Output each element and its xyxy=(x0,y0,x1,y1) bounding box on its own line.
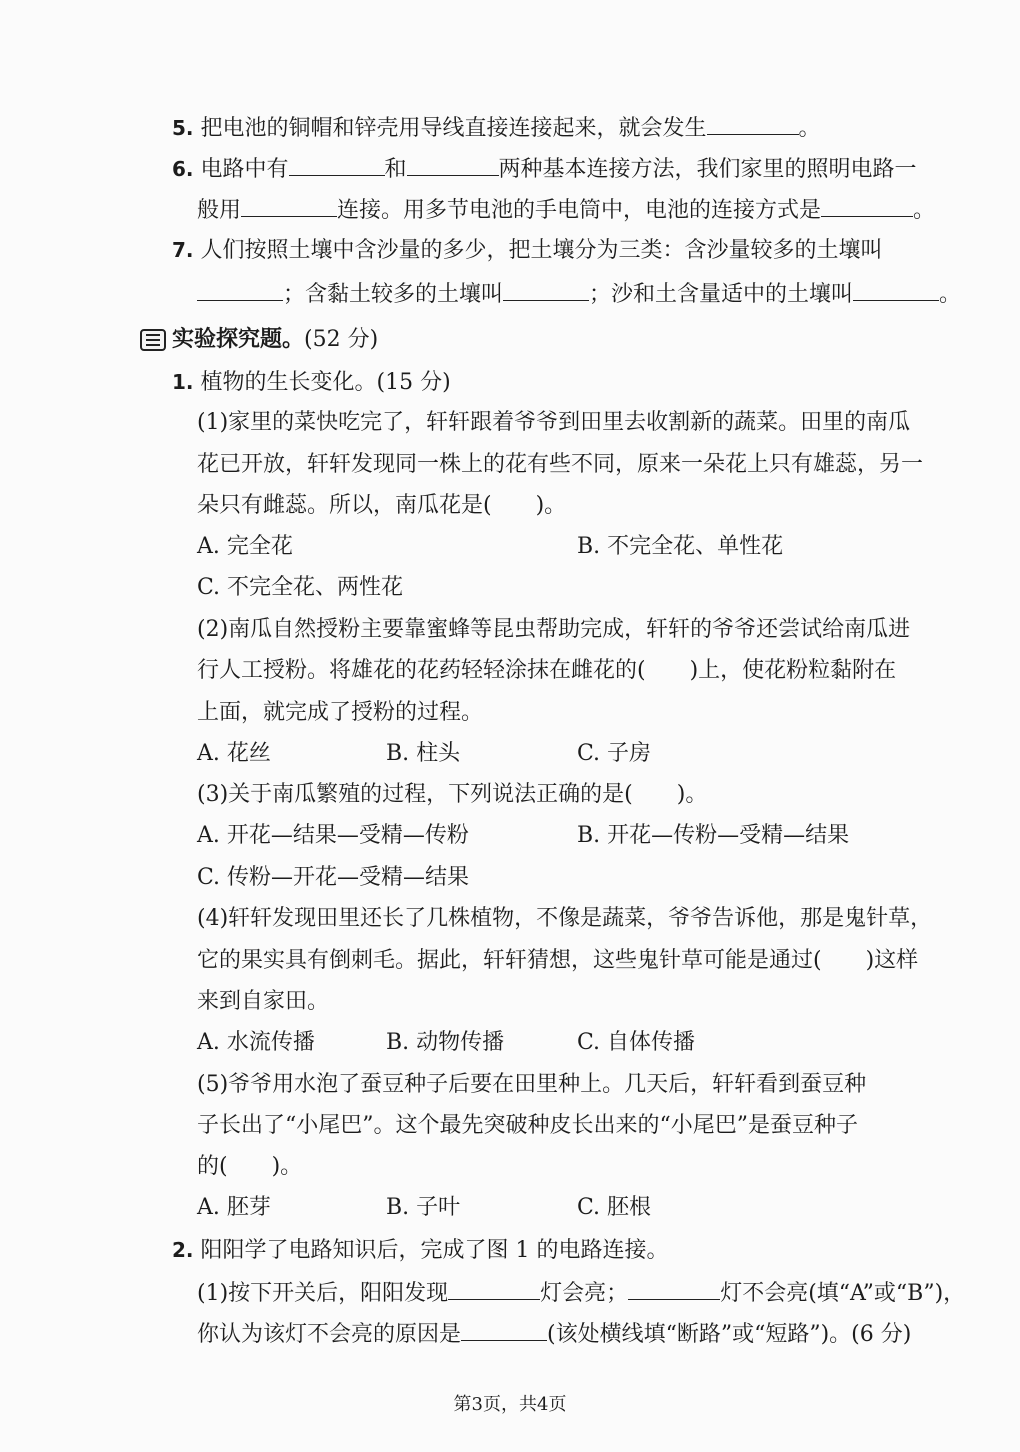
question-text: 电路中有 xyxy=(200,157,289,182)
section-three-icon xyxy=(140,329,166,351)
answer-blank[interactable] xyxy=(197,278,283,301)
problem-1-title xyxy=(172,367,451,398)
p1-s4-line1: (4)轩轩发现田里还长了几株植物，不像是蔬菜，爷爷告诉他，那是鬼针草， xyxy=(197,906,933,931)
question-number: 5. xyxy=(172,116,194,140)
punct: 。 xyxy=(798,116,821,141)
p1-s2-line3: 上面，就完成了授粉的过程。 xyxy=(197,700,484,725)
question-text: ；含黏土较多的土壤叫 xyxy=(283,282,504,307)
p1-s2-line2: 行人工授粉。将雄花的花药轻轻涂抹在雌花的( )上，使花粉粒黏附在 xyxy=(197,658,897,683)
p1-s4-line3: 来到自家田。 xyxy=(197,989,330,1014)
option-b[interactable]: B. 动物传播 xyxy=(386,1030,505,1055)
option-c[interactable]: C. 传粉—开花—受精—结果 xyxy=(197,865,470,890)
question-text: ；沙和土含量适中的土壤叫 xyxy=(589,282,854,307)
question-text: 灯会亮； xyxy=(540,1281,629,1306)
answer-blank[interactable] xyxy=(821,194,913,217)
question-number: 6. xyxy=(172,157,194,181)
punct: 。 xyxy=(913,198,936,223)
punct: 。 xyxy=(939,282,962,307)
question-text: (1)按下开关后，阳阳发现 xyxy=(197,1281,449,1306)
question-text: 植物的生长变化。(15 分) xyxy=(200,370,451,395)
answer-blank[interactable] xyxy=(241,194,337,217)
page-footer: 第3页，共4页 xyxy=(453,1394,567,1415)
question-5 xyxy=(172,112,821,144)
question-text: 阳阳学了电路知识后，完成了图 1 的电路连接。 xyxy=(200,1238,669,1263)
answer-blank[interactable] xyxy=(707,112,799,135)
answer-blank[interactable] xyxy=(407,153,499,176)
answer-blank[interactable] xyxy=(448,1277,540,1300)
answer-blank[interactable] xyxy=(628,1277,720,1300)
question-text: 灯不会亮(填“A”或“B”)， xyxy=(720,1281,966,1306)
option-b[interactable]: B. 开花—传粉—受精—结果 xyxy=(577,823,850,848)
question-text: (该处横线填“断路”或“短路”)。(6 分) xyxy=(547,1322,912,1347)
option-c[interactable]: C. 子房 xyxy=(577,741,652,766)
option-a[interactable]: A. 水流传播 xyxy=(197,1030,315,1055)
p1-s5-line3: 的( )。 xyxy=(197,1154,303,1179)
option-b[interactable]: B. 柱头 xyxy=(386,741,461,766)
p2-s1-line1 xyxy=(197,1277,965,1309)
question-text: 把电池的铜帽和锌壳用导线直接连接起来，就会发生 xyxy=(200,116,707,141)
problem-2-title xyxy=(172,1235,669,1266)
p1-s4-line2: 它的果实具有倒刺毛。据此，轩轩猜想，这些鬼针草可能是通过( )这样 xyxy=(197,948,919,973)
question-7-line2 xyxy=(197,278,961,310)
question-text: 两种基本连接方法，我们家里的照明电路一 xyxy=(498,157,917,182)
option-b[interactable]: B. 不完全花、单性花 xyxy=(577,534,784,559)
p1-s5-line1: (5)爷爷用水泡了蚕豆种子后要在田里种上。几天后，轩轩看到蚕豆种 xyxy=(197,1072,867,1097)
option-b[interactable]: B. 子叶 xyxy=(386,1195,461,1220)
question-text: 人们按照土壤中含沙量的多少，把土壤分为三类：含沙量较多的土壤叫 xyxy=(200,238,883,263)
question-number: 2. xyxy=(172,1238,194,1262)
p2-s1-line2 xyxy=(197,1318,911,1350)
question-text: 连接。用多节电池的手电筒中，电池的连接方式是 xyxy=(337,198,822,223)
p1-s1-line2: 花已开放，轩轩发现同一株上的花有些不同，原来一朵花上只有雄蕊，另一 xyxy=(197,452,924,477)
option-a[interactable]: A. 胚芽 xyxy=(197,1195,271,1220)
question-number: 1. xyxy=(172,370,194,394)
p1-s1-line3: 朵只有雌蕊。所以，南瓜花是( )。 xyxy=(197,493,567,518)
option-c[interactable]: C. 胚根 xyxy=(577,1195,652,1220)
question-number: 7. xyxy=(172,238,194,262)
answer-blank[interactable] xyxy=(461,1318,547,1341)
option-a[interactable]: A. 开花—结果—受精—传粉 xyxy=(197,823,469,848)
question-text: 和 xyxy=(384,157,407,182)
answer-blank[interactable] xyxy=(289,153,385,176)
p1-s5-line2: 子长出了“小尾巴”。这个最先突破种皮长出来的“小尾巴”是蚕豆种子 xyxy=(197,1113,858,1138)
option-c[interactable]: C. 自体传播 xyxy=(577,1030,696,1055)
question-text: 般用 xyxy=(197,198,242,223)
section-score: (52 分) xyxy=(304,327,379,352)
p1-s3-line1: (3)关于南瓜繁殖的过程，下列说法正确的是( )。 xyxy=(197,782,708,807)
option-c[interactable]: C. 不完全花、两性花 xyxy=(197,575,404,600)
question-6-line1 xyxy=(172,153,917,185)
option-a[interactable]: A. 完全花 xyxy=(197,534,293,559)
option-a[interactable]: A. 花丝 xyxy=(197,741,271,766)
question-6-line2 xyxy=(197,194,935,226)
question-7-line1 xyxy=(172,235,883,266)
answer-blank[interactable] xyxy=(853,278,939,301)
question-text: 你认为该灯不会亮的原因是 xyxy=(197,1322,462,1347)
answer-blank[interactable] xyxy=(503,278,589,301)
p1-s1-line1: (1)家里的菜快吃完了，轩轩跟着爷爷到田里去收割新的蔬菜。田里的南瓜 xyxy=(197,410,911,435)
section-header xyxy=(140,325,378,355)
section-title: 实验探究题。 xyxy=(172,327,305,352)
p1-s2-line1: (2)南瓜自然授粉主要靠蜜蜂等昆虫帮助完成，轩轩的爷爷还尝试给南瓜进 xyxy=(197,617,911,642)
